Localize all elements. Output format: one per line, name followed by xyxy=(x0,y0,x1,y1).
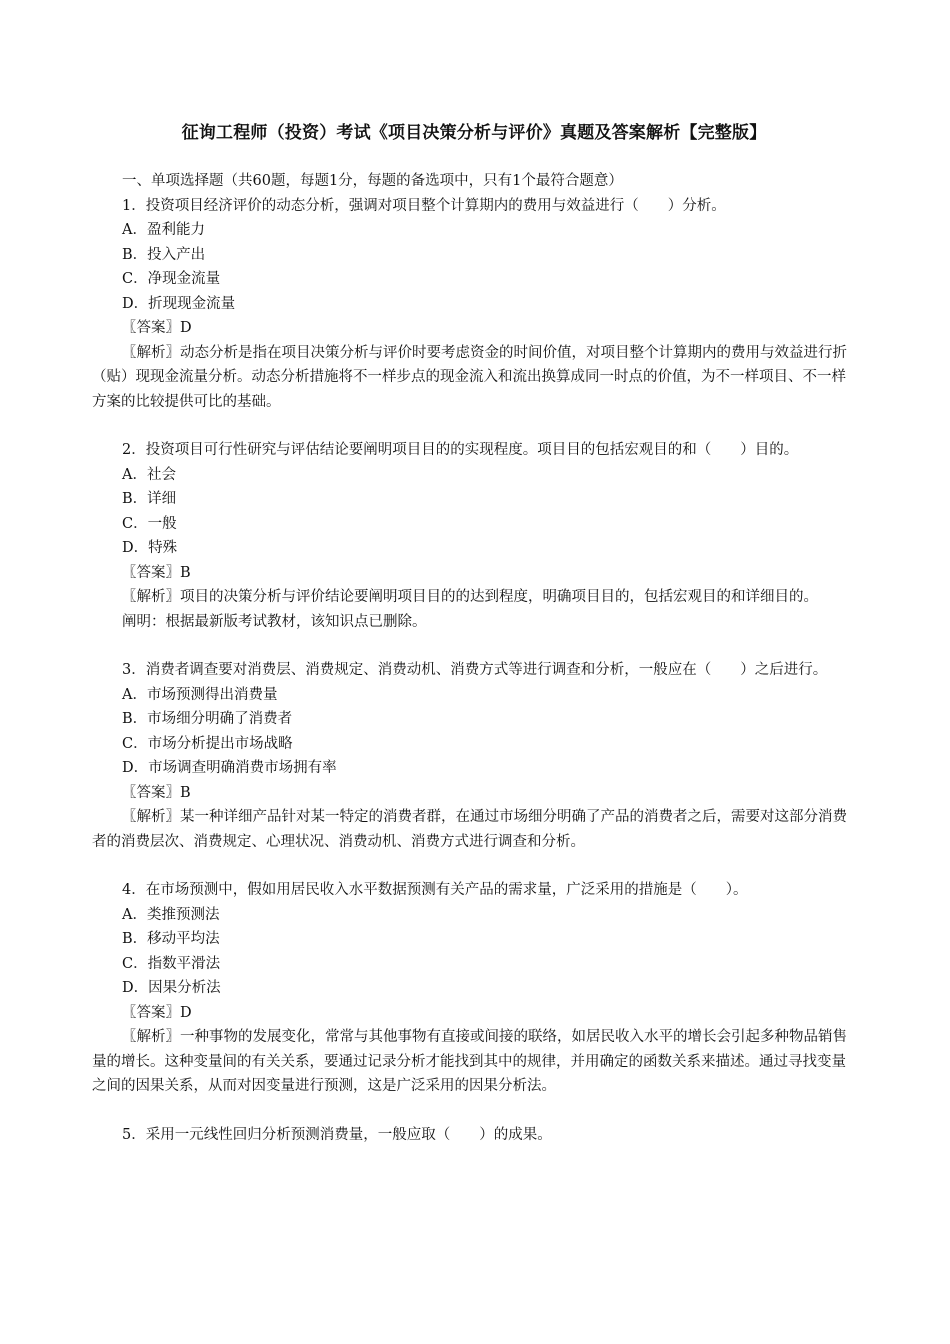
answer-key: 〖答案〗D xyxy=(122,1004,192,1021)
answer-option: D．特殊 xyxy=(122,540,178,556)
question-stem: 4．在市场预测中，假如用居民收入水平数据预测有关产品的需求量，广泛采用的措施是（ ）。 xyxy=(122,882,748,898)
answer-analysis: 〖解析〗一种事物的发展变化，常常与其他事物有直接或间接的联络，如居民收入水平的增长会引起多种物品销售量的增长。这种变量间的有关关系，要通过记录分析才能找到其中的规律，并用确定的函数关系来描述。通过寻找变量之间的因果关系，从而对因变量进行预测，这是广泛采用的因果分析法。 xyxy=(92,1029,847,1094)
answer-analysis: 〖解析〗动态分析是指在项目决策分析与评价时要考虑资金的时间价值，对项目整个计算期内的费用与效益进行折（贴）现现金流量分析。动态分析措施将不一样步点的现金流入和流出换算成同一时点的价值，为不一样项目、不一样方案的比较提供可比的基础。 xyxy=(92,344,847,410)
answer-option: A．社会 xyxy=(122,466,176,483)
question-block xyxy=(92,194,856,415)
question-stem: 5．采用一元线性回归分析预测消费量，一般应取（ ）的成果。 xyxy=(122,1126,552,1143)
answer-option: C．一般 xyxy=(122,515,177,532)
answer-option: A．盈利能力 xyxy=(122,222,205,238)
answer-option: D．折现现金流量 xyxy=(122,295,236,312)
answer-option: C．指数平滑法 xyxy=(122,955,221,972)
answer-key: 〖答案〗B xyxy=(122,784,191,801)
answer-option: A．市场预测得出消费量 xyxy=(122,686,278,703)
answer-analysis: 〖解析〗某一种详细产品针对某一特定的消费者群，在通过市场细分明确了产品的消费者之后，需要对这部分消费者的消费层次、消费规定、心理状况、消费动机、消费方式进行调查和分析。 xyxy=(92,809,847,850)
answer-option: D．因果分析法 xyxy=(122,980,221,996)
question-stem: 2．投资项目可行性研究与评估结论要阐明项目目的的实现程度。项目目的包括宏观目的和（ ）目的。 xyxy=(122,442,799,458)
answer-key: 〖答案〗B xyxy=(122,564,191,581)
question-block xyxy=(92,438,856,634)
answer-option: D．市场调查明确消费市场拥有率 xyxy=(122,760,337,776)
document-title: 征询工程师（投资）考试《项目决策分析与评价》真题及答案解析【完整版】 xyxy=(181,123,767,143)
question-note: 阐明：根据最新版考试教材，该知识点已删除。 xyxy=(122,613,427,630)
answer-option: C．市场分析提出市场战略 xyxy=(122,735,293,752)
question-list xyxy=(92,194,856,1148)
answer-option: A．类推预测法 xyxy=(122,906,220,923)
answer-analysis: 〖解析〗项目的决策分析与评价结论要阐明项目目的的达到程度，明确项目目的，包括宏观目的和详细目的。 xyxy=(122,589,818,605)
answer-key: 〖答案〗D xyxy=(122,320,192,336)
section-heading: 一、单项选择题（共60题，每题1分，每题的备选项中，只有1个最符合题意） xyxy=(122,173,623,189)
answer-option: B．移动平均法 xyxy=(122,931,220,947)
question-stem: 3．消费者调查要对消费层、消费规定、消费动机、消费方式等进行调查和分析，一般应在（ ）之后进行。 xyxy=(122,662,828,678)
question-block xyxy=(92,1123,856,1148)
answer-option: C．净现金流量 xyxy=(122,271,221,287)
question-stem: 1．投资项目经济评价的动态分析，强调对项目整个计算期内的费用与效益进行（ ）分析。 xyxy=(122,197,726,214)
answer-option: B．详细 xyxy=(122,491,177,507)
question-block xyxy=(92,878,856,1099)
question-block xyxy=(92,658,856,854)
answer-option: B．市场细分明确了消费者 xyxy=(122,711,293,727)
answer-option: B．投入产出 xyxy=(122,246,206,263)
